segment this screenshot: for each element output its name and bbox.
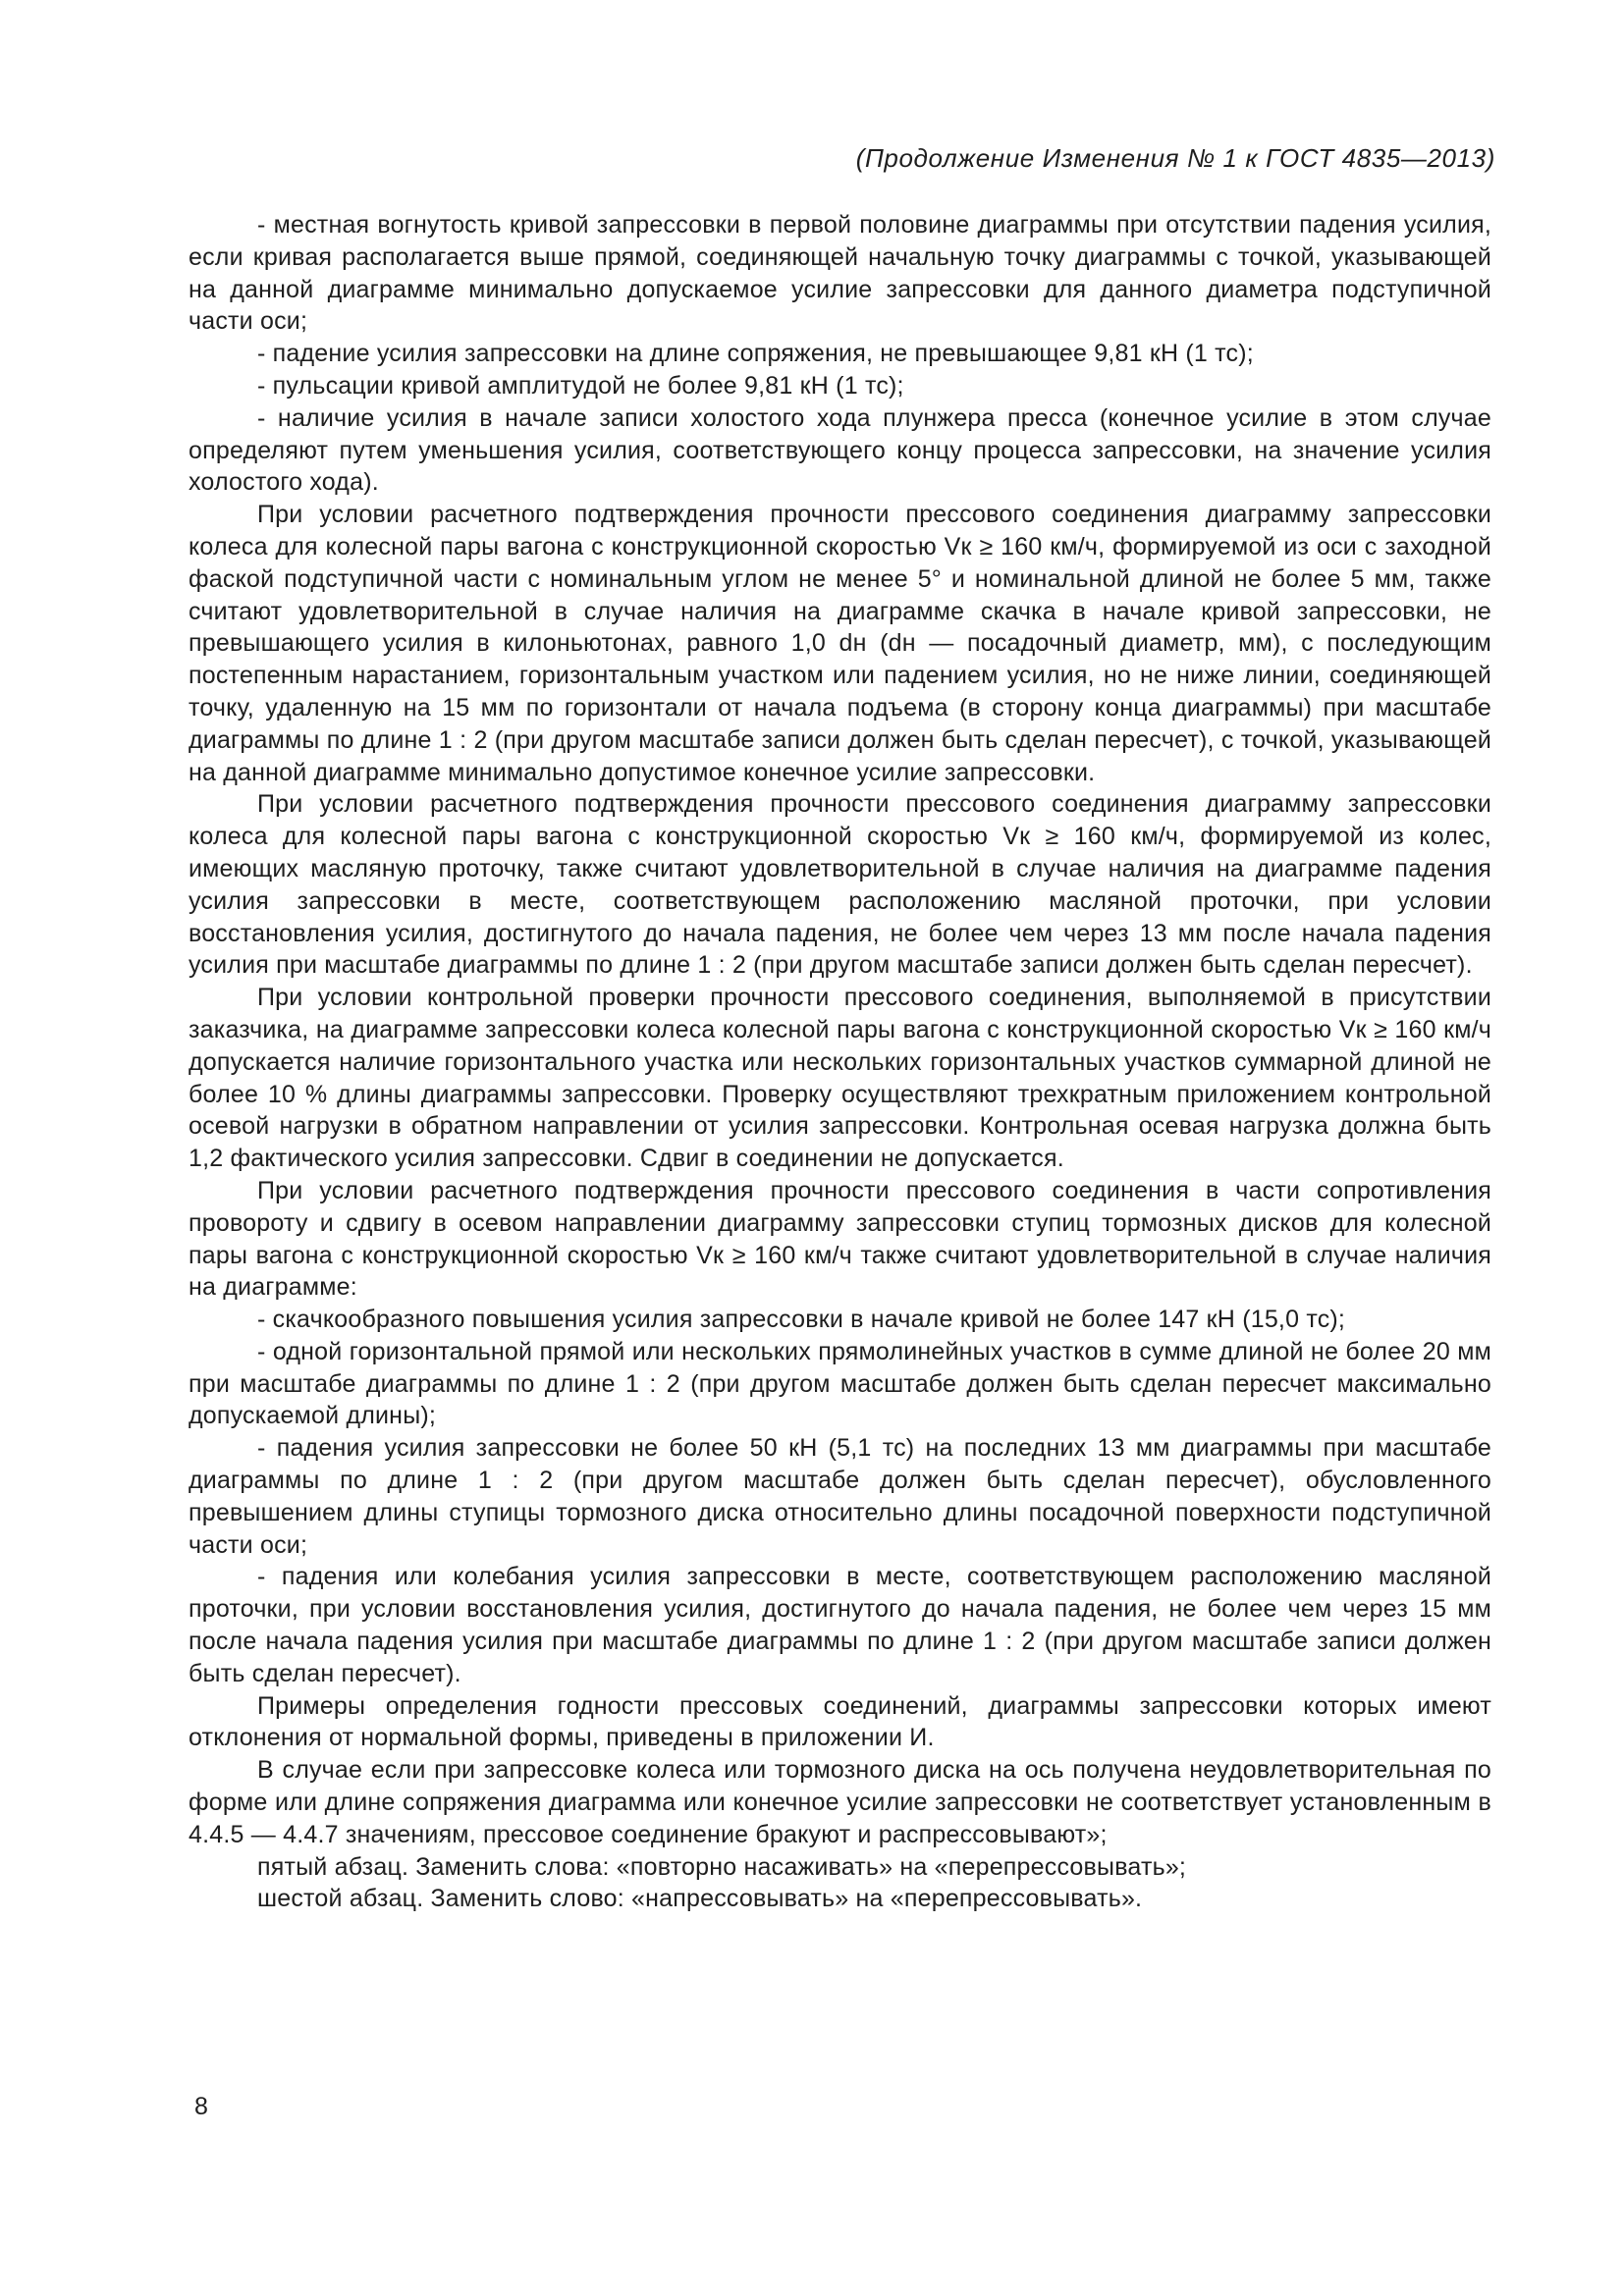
paragraph: - падения усилия запрессовки не более 50 кН (5,1 тс) на последних 13 мм диаграммы при масштабе диаграммы по длине 1 : 2 (при другом масштабе должен быть сделан пересчет), обусловленного превышением длины ступицы тормозного диска относительно длины посадочной поверхности подступичной части оси; [189,1434,1491,1559]
paragraph: - падения или колебания усилия запрессовки в месте, соответствующем расположению масляной проточки, при условии восстановления усилия, достигнутого до начала падения, не более чем через 15 мм после начала падения усилия при масштабе диаграммы по длине 1 : 2 (при другом масштабе записи должен быть сделан пересчет). [189,1563,1491,1687]
paragraph: - падение усилия запрессовки на длине сопряжения, не превышающее 9,81 кН (1 тс); [257,340,1254,368]
paragraph: При условии расчетного подтверждения прочности прессового соединения диаграмму запрессовки колеса для колесной пары вагона с конструкционной скоростью Vк ≥ 160 км/ч, формируемой из оси с заходной фаской подступичной части с номинальным углом не менее 5° и номинальной длиной не более 5 мм, также считают удовлетворительной в случае наличия на диаграмме скачка в начале кривой запрессовки, не превышающего усилия в килоньютонах, равного 1,0 dн (dн — посадочный диаметр, мм), с последующим постепенным нарастанием, горизонтальным участком или падением усилия, но не ниже линии, соединяющей точку, удаленную на 15 мм по горизонтали от начала подъема (в сторону конца диаграммы) при масштабе диаграммы по длине 1 : 2 (при другом масштабе записи должен быть сделан пересчет), с точкой, указывающей на данной диаграмме минимально допустимое конечное усилие запрессовки. [189,501,1491,786]
page-number: 8 [194,2093,208,2120]
body-text [189,209,1491,1915]
paragraph: - пульсации кривой амплитудой не более 9,81 кН (1 тс); [257,371,904,400]
running-title: (Продолжение Изменения № 1 к ГОСТ 4835—2013) [855,143,1495,173]
paragraph: - наличие усилия в начале записи холостого хода плунжера пресса (конечное усилие в этом случае определяют путем уменьшения усилия, соответствующего концу процесса запрессовки, на значение усилия холостого хода). [189,403,1491,497]
paragraph: - одной горизонтальной прямой или нескольких прямолинейных участков в сумме длиной не более 20 мм при масштабе диаграммы по длине 1 : 2 (при другом масштабе должен быть сделан пересчет максимально допускаемой длины); [189,1337,1491,1430]
paragraph: При условии расчетного подтверждения прочности прессового соединения диаграмму запрессовки колеса для колесной пары вагона с конструкционной скоростью Vк ≥ 160 км/ч, формируемой из колес, имеющих масляную проточку, также считают удовлетворительной в случае наличия на диаграмме падения усилия запрессовки в месте, соответствующем расположению масляной проточки, при условии восстановления усилия, достигнутого до начала падения, не более чем через 13 мм после начала падения усилия при масштабе диаграммы по длине 1 : 2 (при другом масштабе записи должен быть сделан пересчет). [189,790,1491,980]
paragraph: шестой абзац. Заменить слово: «напрессовывать» на «перепрессовывать». [257,1885,1143,1913]
paragraph: При условии контрольной проверки прочности прессового соединения, выполняемой в присутствии заказчика, на диаграмме запрессовки колеса колесной пары вагона с конструкционной скоростью Vк ≥ 160 км/ч допускается наличие горизонтального участка или нескольких горизонтальных участков суммарной длиной не более 10 % длины диаграммы запрессовки. Проверку осуществляют трехкратным приложением контрольной осевой нагрузки в обратном направлении от усилия запрессовки. Контрольная осевая нагрузка должна быть 1,2 фактического усилия запрессовки. Сдвиг в соединении не допускается. [189,984,1491,1173]
paragraph: При условии расчетного подтверждения прочности прессового соединения в части сопротивления провороту и сдвигу в осевом направлении диаграмму запрессовки ступиц тормозных дисков для колесной пары вагона с конструкционной скоростью Vк ≥ 160 км/ч также считают удовлетворительной в случае наличия на диаграмме: [189,1176,1491,1302]
paragraph: - местная вогнутость кривой запрессовки в первой половине диаграммы при отсутствии падения усилия, если кривая располагается выше прямой, соединяющей начальную точку диаграммы с точкой, указывающей на данной диаграмме минимально допускаемое усилие запрессовки для данного диаметра подступичной части оси; [189,211,1491,336]
paragraph: Примеры определения годности прессовых соединений, диаграммы запрессовки которых имеют отклонения от нормальной формы, приведены в приложении И. [189,1691,1491,1752]
paragraph: - скачкообразного повышения усилия запрессовки в начале кривой не более 147 кН (15,0 тс); [257,1306,1346,1334]
paragraph: пятый абзац. Заменить слова: «повторно насаживать» на «перепрессовывать»; [257,1852,1187,1881]
paragraph: В случае если при запрессовке колеса или тормозного диска на ось получена неудовлетворительная по форме или длине сопряжения диаграмма или конечное усилие запрессовки не соответствует установленным в 4.4.5 — 4.4.7 значениям, прессовое соединение бракуют и распрессовывают»; [189,1756,1491,1848]
